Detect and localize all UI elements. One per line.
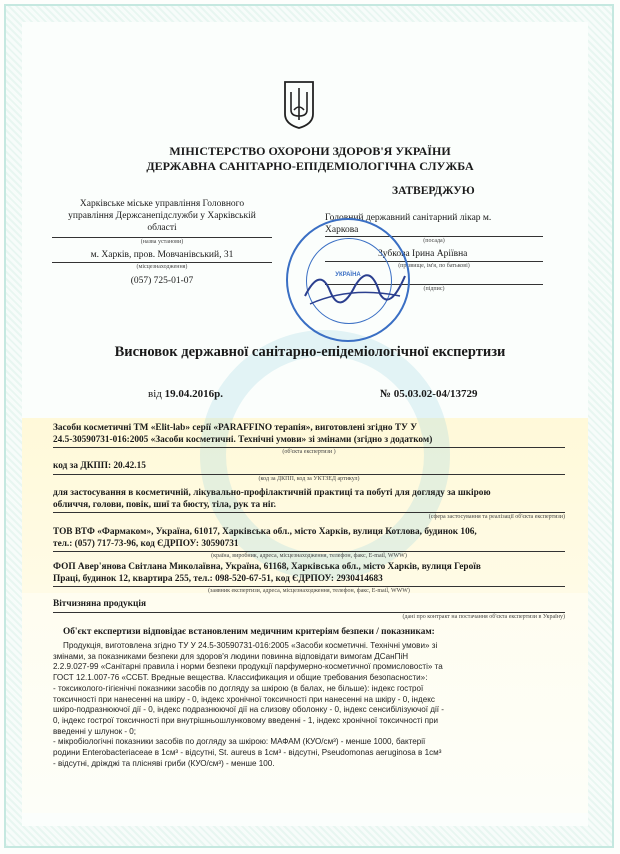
object-line-1: Засоби косметичні ТМ «Elit-lab» серії «PARAFFINO терапія», виготовлені згідно ТУ У — [53, 423, 418, 433]
org-line-3: області — [147, 223, 177, 233]
document-date — [148, 388, 223, 400]
conclusion-line: токсичності при нанесенні на шкіру - 0, індекс хронічної токсичності при нанесенні на шкіру - 0, індекс — [53, 694, 435, 704]
date-prefix: від — [148, 388, 162, 400]
applicant-caption: (заявник експертизи, адреса, місцезнаходження, телефон, факс, E-mail, WWW) — [208, 588, 410, 594]
conclusion-line: шкіро-подразнюючої дії - 0, індекс подразнюючої дії на слизову оболонку - 0, індекс сенсибілізуючої дії - — [53, 705, 444, 715]
conclusion-line: 0, індекс гострої токсичності при внутрішньошлунковому введенні - 1, індекс хронічної токсичності при — [53, 715, 439, 725]
object-underline — [53, 447, 565, 448]
applicant-underline — [53, 586, 565, 587]
domestic-caption: (дані про контракт на постачання об'єкта експертизи в Україну) — [402, 614, 565, 620]
conclusion-line: - мікробіологічні показники засобів по догляду за шкірою: МАФАМ (КУО/см³) - менше 1000, бактерії — [53, 737, 426, 747]
ministry-heading: МІНІСТЕРСТВО ОХОРОНИ ЗДОРОВ'Я УКРАЇНИ — [169, 144, 451, 158]
service-heading: ДЕРЖАВНА САНІТАРНО-ЕПІДЕМІОЛОГІЧНА СЛУЖБА — [146, 159, 474, 173]
dkpp-code: код за ДКПП: 20.42.15 — [53, 461, 146, 471]
conclusion-line: - відсутні, дріжджі та плісняві гриби (КУО/см³) - менше 100. — [53, 758, 275, 768]
manufacturer-caption: (країна, виробник, адреса, місцезнаходження, телефон, факс, E-mail, WWW) — [211, 553, 407, 559]
position-caption: (посада) — [423, 238, 445, 244]
position-line-2: Харкова — [325, 225, 359, 235]
conclusion-line: ГОСТ 12.1.007-76 «ССБТ. Вредные вещества. Классификация и общие требования безопасности»: — [53, 673, 428, 683]
manufacturer-line-1: ТОВ ВТФ «Фармаком», Україна, 61017, Харківська обл., місто Харків, вулиця Котлова, будинок 106, — [53, 527, 477, 537]
approve-label: ЗАТВЕРДЖУЮ — [392, 185, 475, 197]
conclusion-line: родини Enterobacteriaceae в 1см³ - відсутні, St. aureus в 1см³ - відсутні, Pseudomonas aeruginosa в 1см³ — [53, 748, 442, 758]
domestic-underline — [53, 612, 565, 613]
position-line-1: Головний державний санітарний лікар м. — [325, 213, 492, 223]
usage-underline — [53, 512, 565, 513]
conclusion-line: 2.2.9.027-99 «Санітарні правила і норми безпеки продукції парфумерно-косметичної промисловості» та — [53, 662, 443, 672]
expertise-object — [53, 422, 563, 446]
manufacturer — [53, 526, 568, 550]
conclusion-line: введенні у шлунок - 0; — [53, 726, 137, 736]
conclusion-heading: Об'єкт експертизи відповідає встановленим медичним критеріям безпеки / показникам: — [63, 627, 435, 637]
trident-emblem-icon — [282, 80, 316, 130]
code-underline — [53, 474, 565, 475]
manufacturer-underline — [53, 551, 565, 552]
org-underline — [52, 237, 272, 238]
org-phone: (057) 725-01-07 — [130, 276, 194, 286]
object-line-2: 24.5-30590731-016:2005 «Засоби косметичні. Технічні умови» зі змінами (згідно з додатком) — [53, 435, 433, 445]
conclusion-line: - токсиколого-гігієнічні показники засобів по догляду за шкірою (в балах, не більше): індекс гострої — [53, 683, 424, 693]
org-line-1: Харківське міське управління Головного — [79, 199, 245, 209]
document-title: Висновок державної санітарно-епідеміологічної експертизи — [114, 344, 506, 360]
conclusion-line: Продукція, виготовлена згідно ТУ У 24.5-30590731-016:2005 «Засоби косметичні. Технічні умови» зі — [63, 641, 438, 650]
org-caption: (назва установи) — [140, 239, 184, 245]
stamp-center-text: УКРАЇНА — [335, 272, 361, 278]
applicant-line-2: Праці, будинок 12, квартира 255, тел.: 098-520-67-51, код ЄДРПОУ: 2930414683 — [53, 574, 383, 584]
document-number: № 05.03.02-04/13729 — [380, 388, 478, 400]
conclusion-body — [53, 641, 573, 769]
manufacturer-line-2: тел.: (057) 717-73-96, код ЄДРПОУ: 30590731 — [53, 539, 239, 549]
date-value: 19.04.2016р. — [164, 388, 223, 400]
address-caption: (місцезнаходження) — [136, 264, 188, 270]
code-caption: (код за ДКПП, код за УКТЗЕД артикул) — [258, 476, 360, 482]
name-caption: (прізвище, ім'я, по батькові) — [398, 263, 470, 269]
conclusion-line: змінами, за показниками безпеки для здоров'я людини повинна відповідати вимогам ДСанПіН — [53, 651, 409, 661]
issuing-organization — [52, 198, 272, 234]
org-line-2: управління Держсанепідслужби у Харківській — [68, 211, 256, 221]
domestic-product: Вітчизняна продукція — [53, 599, 146, 609]
signature-caption: (підпис) — [423, 286, 445, 292]
applicant-line-1: ФОП Авер'янова Світлана Миколаївна, Україна, 61168, Харківська обл., місто Харків, вулиця Героїв — [53, 562, 481, 572]
usage-line-1: для застосування в косметичній, лікувально-профілактичній практиці та побуті для догляду за шкірою — [53, 488, 491, 498]
approver-name: Зубкова Ірина Аріївна — [378, 249, 468, 259]
address-underline — [52, 262, 272, 263]
usage-caption: (сфера застосування та реалізації об'єкта експертизи) — [428, 514, 565, 520]
object-caption: (об'єкта експертизи ) — [282, 449, 336, 455]
usage-line-2: обличчя, голови, повік, шиї та бюсту, тіла, рук та ніг. — [53, 500, 276, 510]
org-address: м. Харків, пров. Мовчанівський, 31 — [90, 250, 234, 260]
handwritten-signature — [300, 256, 410, 316]
applicant — [53, 561, 568, 585]
usage-scope — [53, 487, 568, 511]
